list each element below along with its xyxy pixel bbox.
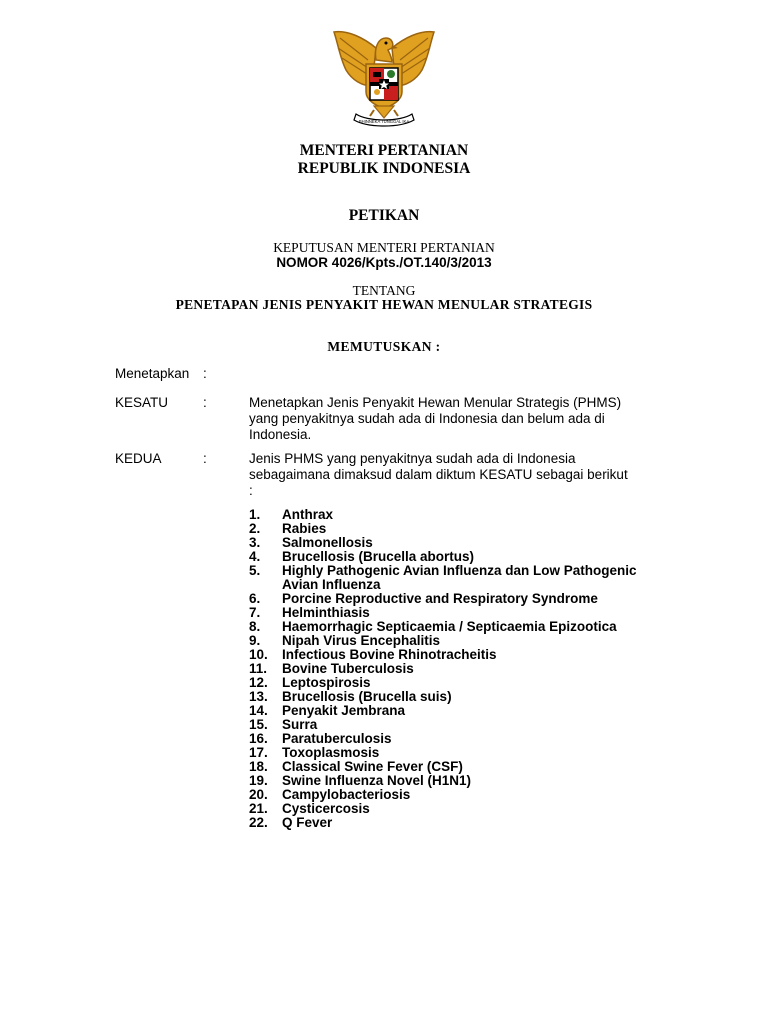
item-name: Swine Influenza Novel (H1N1)	[282, 773, 472, 788]
petikan-heading: PETIKAN	[348, 207, 420, 224]
kedua-colon: :	[203, 451, 207, 466]
item-name: Campylobacteriosis	[282, 787, 411, 802]
list-item	[249, 704, 649, 718]
kedua-label: KEDUA	[115, 451, 162, 466]
item-number: 19.	[249, 773, 268, 788]
garuda-pancasila-icon	[328, 26, 440, 132]
list-item	[249, 802, 649, 816]
list-item	[249, 690, 649, 704]
list-item	[249, 620, 649, 634]
republic-name: REPUBLIK INDONESIA	[297, 160, 471, 177]
item-name: Salmonellosis	[282, 535, 373, 550]
decree-subject: PENETAPAN JENIS PENYAKIT HEWAN MENULAR STRATEGIS	[175, 297, 593, 312]
item-number: 21.	[249, 801, 268, 816]
item-name: Highly Pathogenic Avian Influenza dan Low Pathogenic Avian Influenza	[282, 563, 637, 592]
item-number: 10.	[249, 647, 268, 662]
list-item	[249, 774, 649, 788]
item-name: Brucellosis (Brucella abortus)	[282, 549, 475, 564]
ministry-header	[0, 142, 768, 178]
list-item	[249, 592, 649, 606]
item-name: Cysticercosis	[282, 801, 370, 816]
item-number: 12.	[249, 675, 268, 690]
menetapkan-colon: :	[203, 366, 207, 381]
list-item	[249, 718, 649, 732]
list-item	[249, 760, 649, 774]
item-number: 22.	[249, 815, 268, 830]
list-item	[249, 550, 649, 564]
item-name: Classical Swine Fever (CSF)	[282, 759, 463, 774]
list-item	[249, 536, 649, 550]
ministry-name: MENTERI PERTANIAN	[299, 142, 469, 159]
item-number: 6.	[249, 591, 261, 606]
list-item	[249, 606, 649, 620]
item-name: Rabies	[282, 521, 327, 536]
list-item	[249, 508, 649, 522]
list-item	[249, 746, 649, 760]
item-name: Surra	[282, 717, 318, 732]
item-number: 9.	[249, 633, 261, 648]
decree-title: KEPUTUSAN MENTERI PERTANIAN	[273, 240, 495, 255]
list-item	[249, 788, 649, 802]
tentang-label: TENTANG	[352, 283, 416, 298]
item-name: Porcine Reproductive and Respiratory Syndrome	[282, 591, 598, 606]
item-number: 18.	[249, 759, 268, 774]
item-name: Toxoplasmosis	[282, 745, 380, 760]
item-number: 13.	[249, 689, 268, 704]
item-name: Haemorrhagic Septicaemia / Septicaemia Epizootica	[282, 619, 617, 634]
item-name: Penyakit Jembrana	[282, 703, 406, 718]
item-name: Anthrax	[282, 507, 334, 522]
memutuskan-heading: MEMUTUSKAN :	[327, 339, 441, 354]
item-name: Infectious Bovine Rhinotracheitis	[282, 647, 497, 662]
list-item	[249, 522, 649, 536]
kesatu-text: Menetapkan Jenis Penyakit Hewan Menular Strategis (PHMS) yang penyakitnya sudah ada di Indonesia dan belum ada di Indonesia.	[249, 395, 622, 442]
item-number: 7.	[249, 605, 261, 620]
decree-number: NOMOR 4026/Kpts./OT.140/3/2013	[276, 255, 492, 270]
kesatu-label: KESATU	[115, 395, 169, 410]
item-number: 14.	[249, 703, 268, 718]
item-number: 1.	[249, 507, 261, 522]
item-number: 16.	[249, 731, 268, 746]
item-name: Q Fever	[282, 815, 333, 830]
item-number: 20.	[249, 787, 268, 802]
item-number: 15.	[249, 717, 268, 732]
disease-list	[249, 508, 649, 830]
item-name: Brucellosis (Brucella suis)	[282, 689, 452, 704]
list-item	[249, 732, 649, 746]
kedua-text: Jenis PHMS yang penyakitnya sudah ada di Indonesia sebagaimana dimaksud dalam diktum KESATU sebagai berikut :	[249, 451, 628, 498]
item-name: Helminthiasis	[282, 605, 370, 620]
list-item	[249, 564, 649, 592]
menetapkan-label: Menetapkan	[115, 366, 190, 381]
item-number: 8.	[249, 619, 261, 634]
kesatu-colon: :	[203, 395, 207, 410]
item-name: Nipah Virus Encephalitis	[282, 633, 441, 648]
item-number: 4.	[249, 549, 261, 564]
item-name: Leptospirosis	[282, 675, 371, 690]
list-item	[249, 634, 649, 648]
item-name: Paratuberculosis	[282, 731, 392, 746]
item-number: 2.	[249, 521, 261, 536]
item-number: 3.	[249, 535, 261, 550]
item-name: Bovine Tuberculosis	[282, 661, 414, 676]
item-number: 11.	[249, 661, 268, 676]
list-item	[249, 662, 649, 676]
list-item	[249, 816, 649, 830]
svg-text:BHINNEKA TUNGGAL IKA: BHINNEKA TUNGGAL IKA	[358, 119, 410, 124]
item-number: 17.	[249, 745, 268, 760]
list-item	[249, 648, 649, 662]
item-number: 5.	[249, 563, 261, 578]
list-item	[249, 676, 649, 690]
